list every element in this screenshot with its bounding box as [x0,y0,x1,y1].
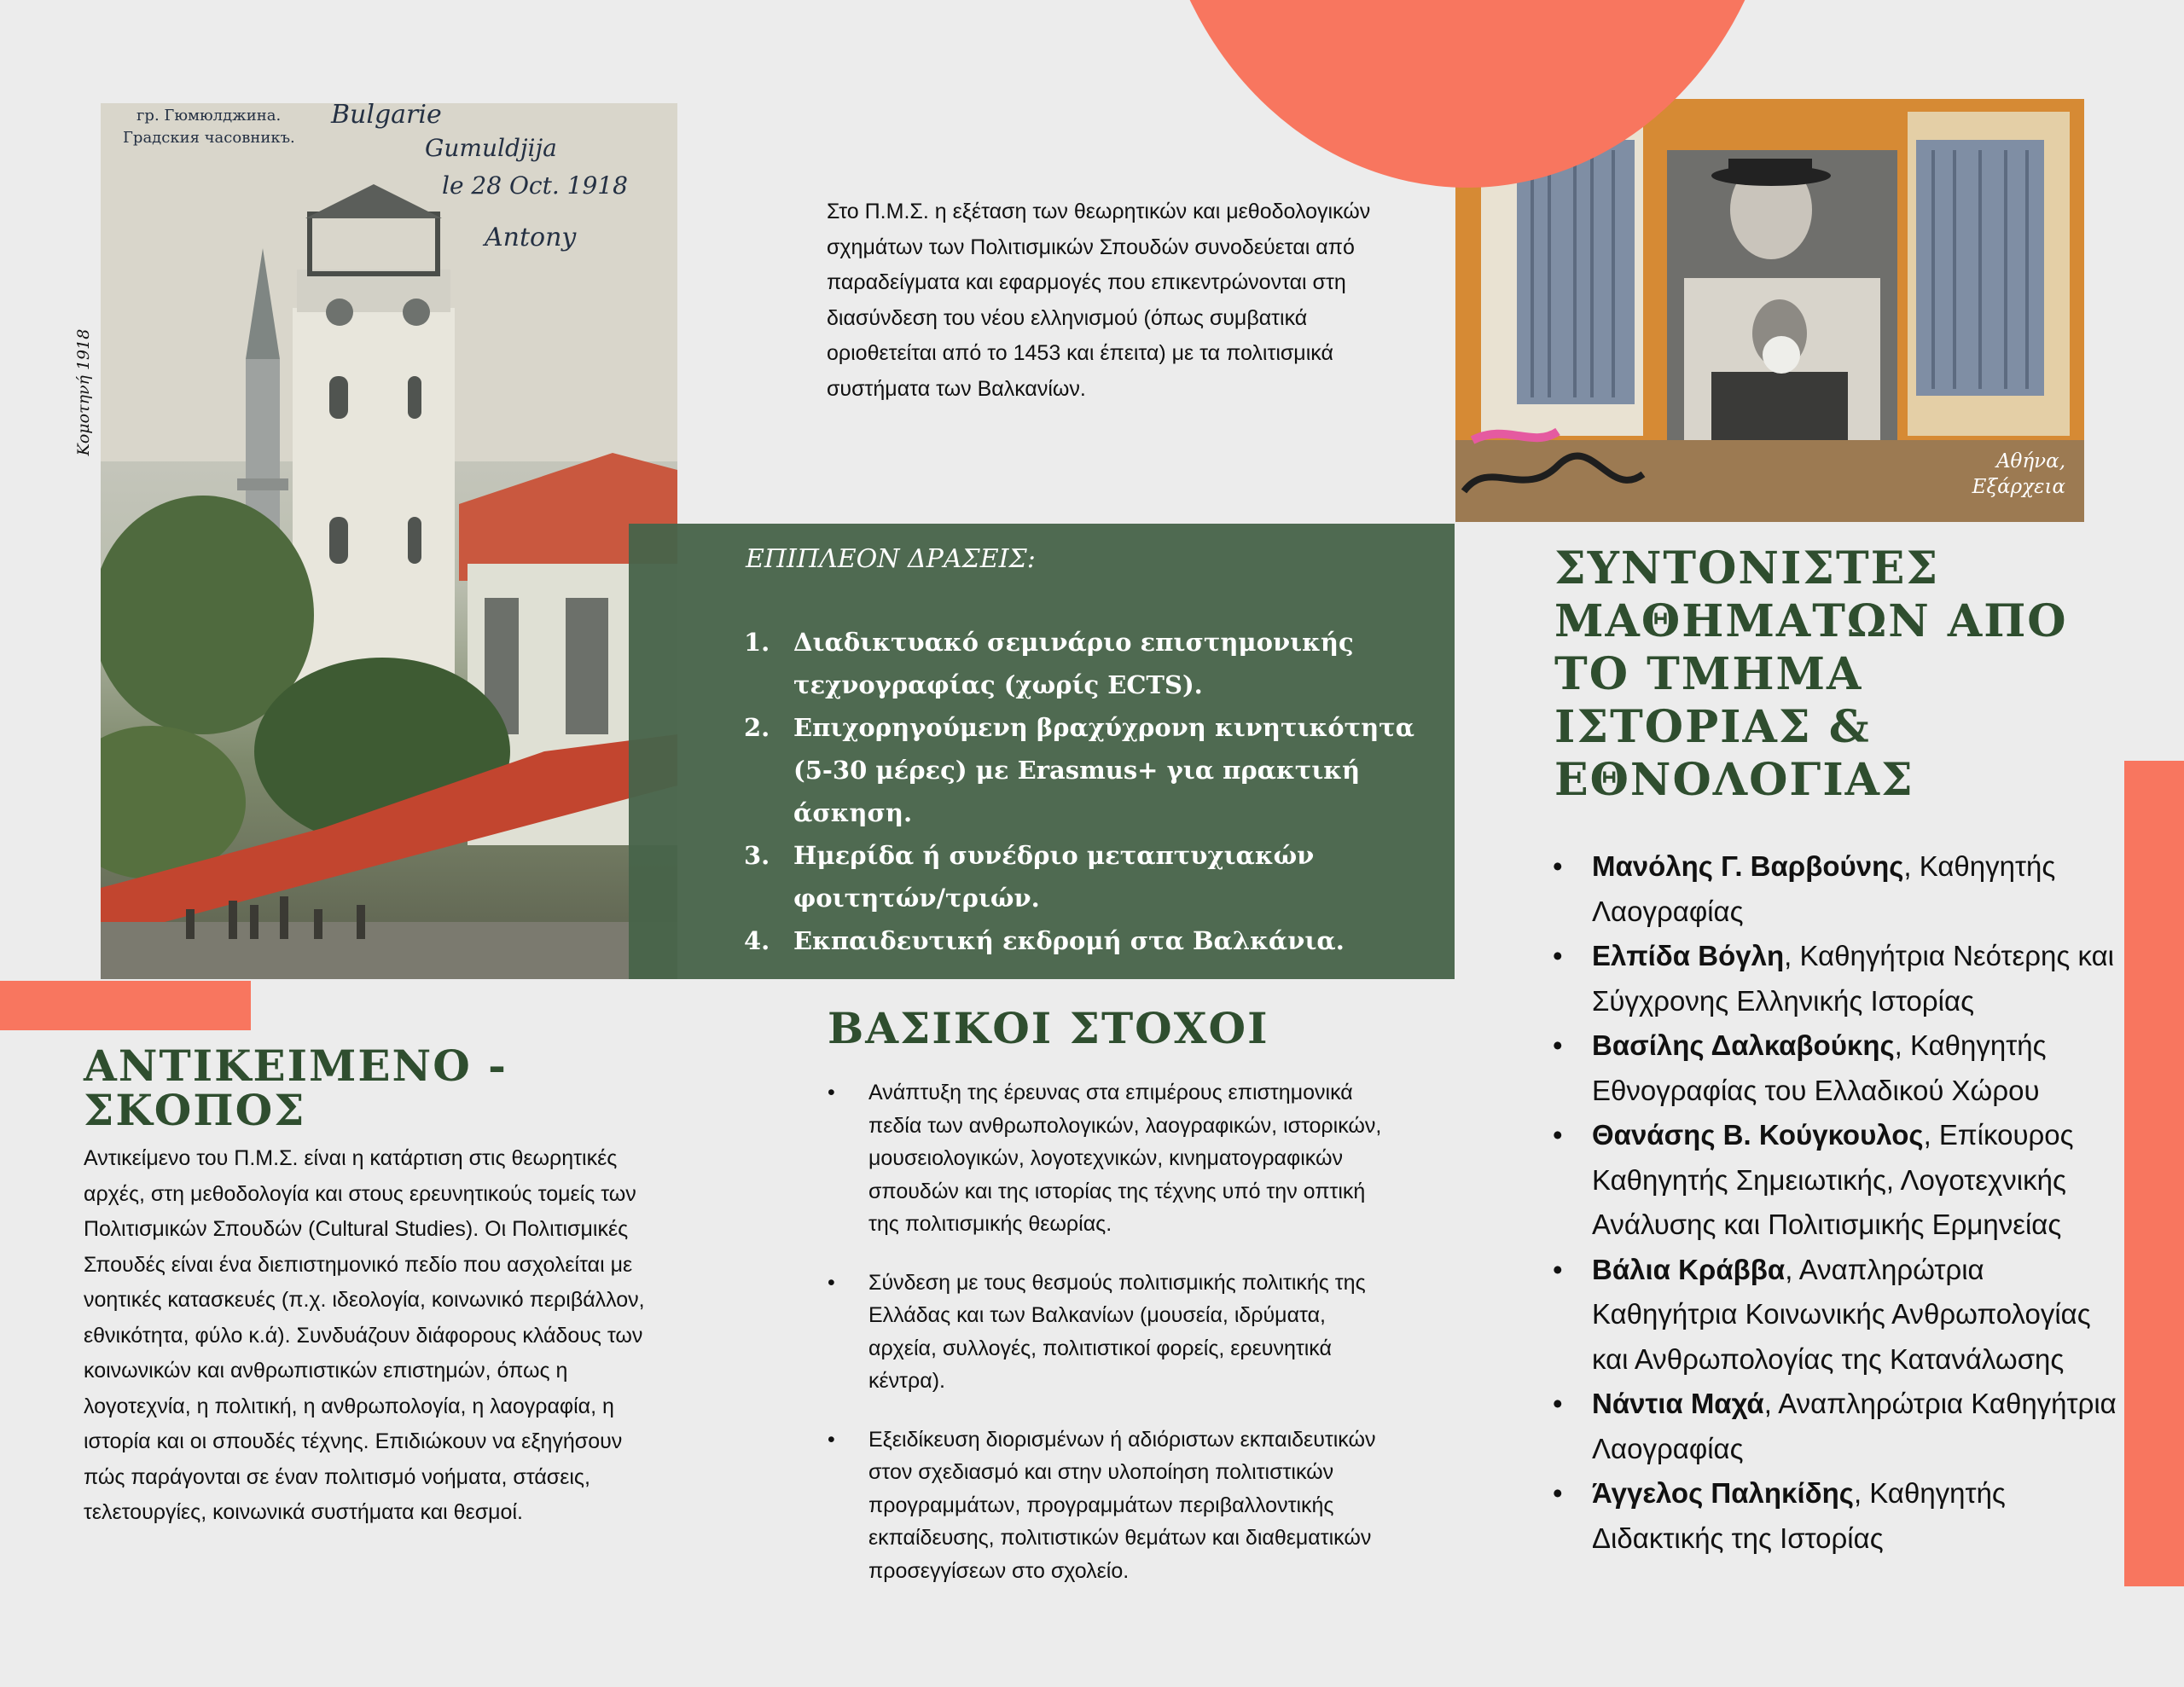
goals-heading: ΒΑΣΙΚΟΙ ΣΤΟΧΟΙ [828,1003,1269,1053]
list-item: • Ανάπτυξη της έρευνας στα επιμέρους επιστημονικά πεδία των ανθρωπολογικών, λαογραφικών, ιστορικών, μουσειολογικών, λογοτεχνικών, κινηματογραφικών σπουδών και της ιστορίας της τέχνης υπό την οπτική της πολιτισμικής θεωρίας. [828,1076,1382,1241]
coordinator-name: Νάντια Μαχά [1592,1388,1764,1419]
list-item-text: Εκπαιδευτική εκδρομή στα Βαλκάνια. [793,926,1345,955]
coordinator-name: Άγγελος Παληκίδης [1592,1477,1854,1509]
komotini-caption-text: Κομοτηνή 1918 [74,328,93,456]
decorative-coral-bar-left [0,981,251,1030]
extra-actions-list [744,621,1426,962]
coordinator-role: , Αναπληρώτρια Καθηγήτρια Λαογραφίας [1592,1388,2117,1464]
coordinator-role: , Καθηγητής Εθνογραφίας του Ελλαδικού Χώρου [1592,1029,2047,1106]
list-item-number: 1. [744,628,770,657]
list-item [744,919,1426,962]
coordinator-name: Βασίλης Δαλκαβούκης [1592,1029,1895,1061]
coordinator-name: Ελπίδα Βόγλη [1592,940,1785,971]
list-item [1553,1382,2124,1471]
coordinator-role: , Αναπληρώτρια Καθηγήτρια Κοινωνικής Ανθρωπολογίας και Ανθρωπολογίας της Κατανάλωσης [1592,1253,2091,1375]
coordinator-role: , Καθηγήτρια Νεότερης και Σύγχρονης Ελληνικής Ιστορίας [1592,940,2114,1017]
postcard-line-5: le 28 Oct. 1918 [442,171,628,200]
list-item [744,706,1426,834]
object-purpose-heading: ΑΝΤΙΚΕΙΜΕΝΟ - ΣΚΟΠΟΣ [84,1041,508,1135]
object-purpose-paragraph: Αντικείμενο του Π.Μ.Σ. είναι η κατάρτιση στις θεωρητικές αρχές, στη μεθοδολογία και στους ερευνητικούς τομείς των Πολιτισμικών Σπουδών (Cultural Studies). Οι Πολιτισμικές Σπουδές είναι ένα διεπιστημονικό πεδίο που ασχολείται με νοητικές κατασκευές (π.χ. ιδεολογία, κοινωνικό περιβάλλον, εθνικότητα, φύλο κ.ά). Συνδυάζουν διάφορους κλάδους των κοινωνικών και ανθρωπιστικών επιστημών, όπως η λογοτεχνία, η πολιτική, η ανθρωπολογία, η λαογραφία, η ιστορία και οι σπουδές τέχνης. Επιδιώκουν να εξηγήσουν πώς παράγονται σε έναν πολιτισμό νοήματα, στάσεις, τελετουργίες, κοινωνικά συστήματα και θεσμοί. [84,1146,645,1524]
decorative-coral-bar-right [2124,761,2184,1586]
list-item-text: Επιχορηγούμενη βραχύχρονη κινητικότητα (5-30 μέρες) με Erasmus+ για πρακτική άσκηση. [793,713,1415,827]
coordinator-name: Θανάσης Β. Κούγκουλος [1592,1119,1924,1151]
intro-paragraph: Στο Π.Μ.Σ. η εξέταση των θεωρητικών και μεθοδολογικών σχημάτων των Πολιτισμικών Σπουδών συνοδεύεται από παραδείγματα και εφαρμογές που επικεντρώνονται στη διασύνδεση του νέου ελληνισμού (όπως συμβατικά οριοθετείται από το 1453 και έπειτα) με τα πολιτισμικά συστήματα των Βαλκανίων. [827,200,1371,401]
list-item [1553,934,2124,1023]
list-item-number: 2. [744,713,770,742]
athens-caption-line-2: Εξάρχεια [1972,476,2065,498]
extra-actions-title: ΕΠΙΠΛΕΟΝ ΔΡΑΣΕΙΣ: [746,544,1036,574]
komotini-photo-caption [67,320,101,465]
athens-photo-caption [1955,449,2065,500]
coordinator-role: , Καθηγητής Διδακτικής της Ιστορίας [1592,1477,2006,1554]
coordinators-heading: ΣΥΝΤΟΝΙΣΤΕΣ ΜΑΘΗΜΑΤΩΝ ΑΠΟ ΤΟ ΤΜΗΜΑ ΙΣΤΟΡΙΑΣ & ΕΘΝΟΛΟΓΙΑΣ [1554,542,2068,806]
list-item [744,834,1426,919]
list-item-number: 3. [744,841,770,870]
coordinators-list [1553,844,2124,1561]
komotini-clock-tower-photo [101,103,677,979]
list-item [1553,1248,2124,1383]
list-item [1553,1113,2124,1248]
coordinator-role: , Καθηγητής Λαογραφίας [1592,850,2056,927]
list-item [1553,1023,2124,1113]
list-item: • Σύνδεση με τους θεσμούς πολιτισμικής πολιτικής της Ελλάδας και των Βαλκανίων (μουσεία, ιδρύματα, αρχεία, συλλογές, πολιτιστικοί φορείς, ερευνητικά κέντρα). [828,1267,1382,1398]
list-item-text: Διαδικτυακό σεμινάριο επιστημονικής τεχνογραφίας (χωρίς ECTS). [793,628,1354,699]
postcard-line-4: Gumuldjija [425,134,557,162]
postcard-line-1: гр. Гюмюлджина. [136,107,282,125]
athens-caption-line-1: Αθήνα, [1995,450,2065,472]
goals-list [828,1076,1382,1613]
komotini-photo-illustration [101,103,677,979]
coordinator-role: , Επίκουρος Καθηγητής Σημειωτικής, Λογοτεχνικής Ανάλυσης και Πολιτισμικής Ερμηνείας [1592,1119,2074,1240]
postcard-line-6: Antony [485,223,577,252]
list-item [1553,1471,2124,1561]
list-item [1553,844,2124,934]
list-item-text: Ημερίδα ή συνέδριο μεταπτυχιακών φοιτητών/τριών. [793,841,1315,913]
coordinator-name: Βάλια Κράββα [1592,1253,1786,1285]
list-item-number: 4. [744,926,770,955]
coordinator-name: Μανόλης Γ. Βαρβούνης [1592,850,1904,882]
list-item [744,621,1426,706]
list-item: • Εξειδίκευση διορισμένων ή αδιόριστων εκπαιδευτικών στον σχεδιασμό και στην υλοποίηση πολιτιστικών προγραμμάτων, προγραμμάτων περιβαλλοντικής εκπαίδευσης, πολιτιστικών θεμάτων και διαθεματικών προσεγγίσεων στο σχολείο. [828,1423,1382,1588]
postcard-line-2: Градския часовникъ. [123,129,295,147]
postcard-line-3: Bulgarie [331,103,442,130]
